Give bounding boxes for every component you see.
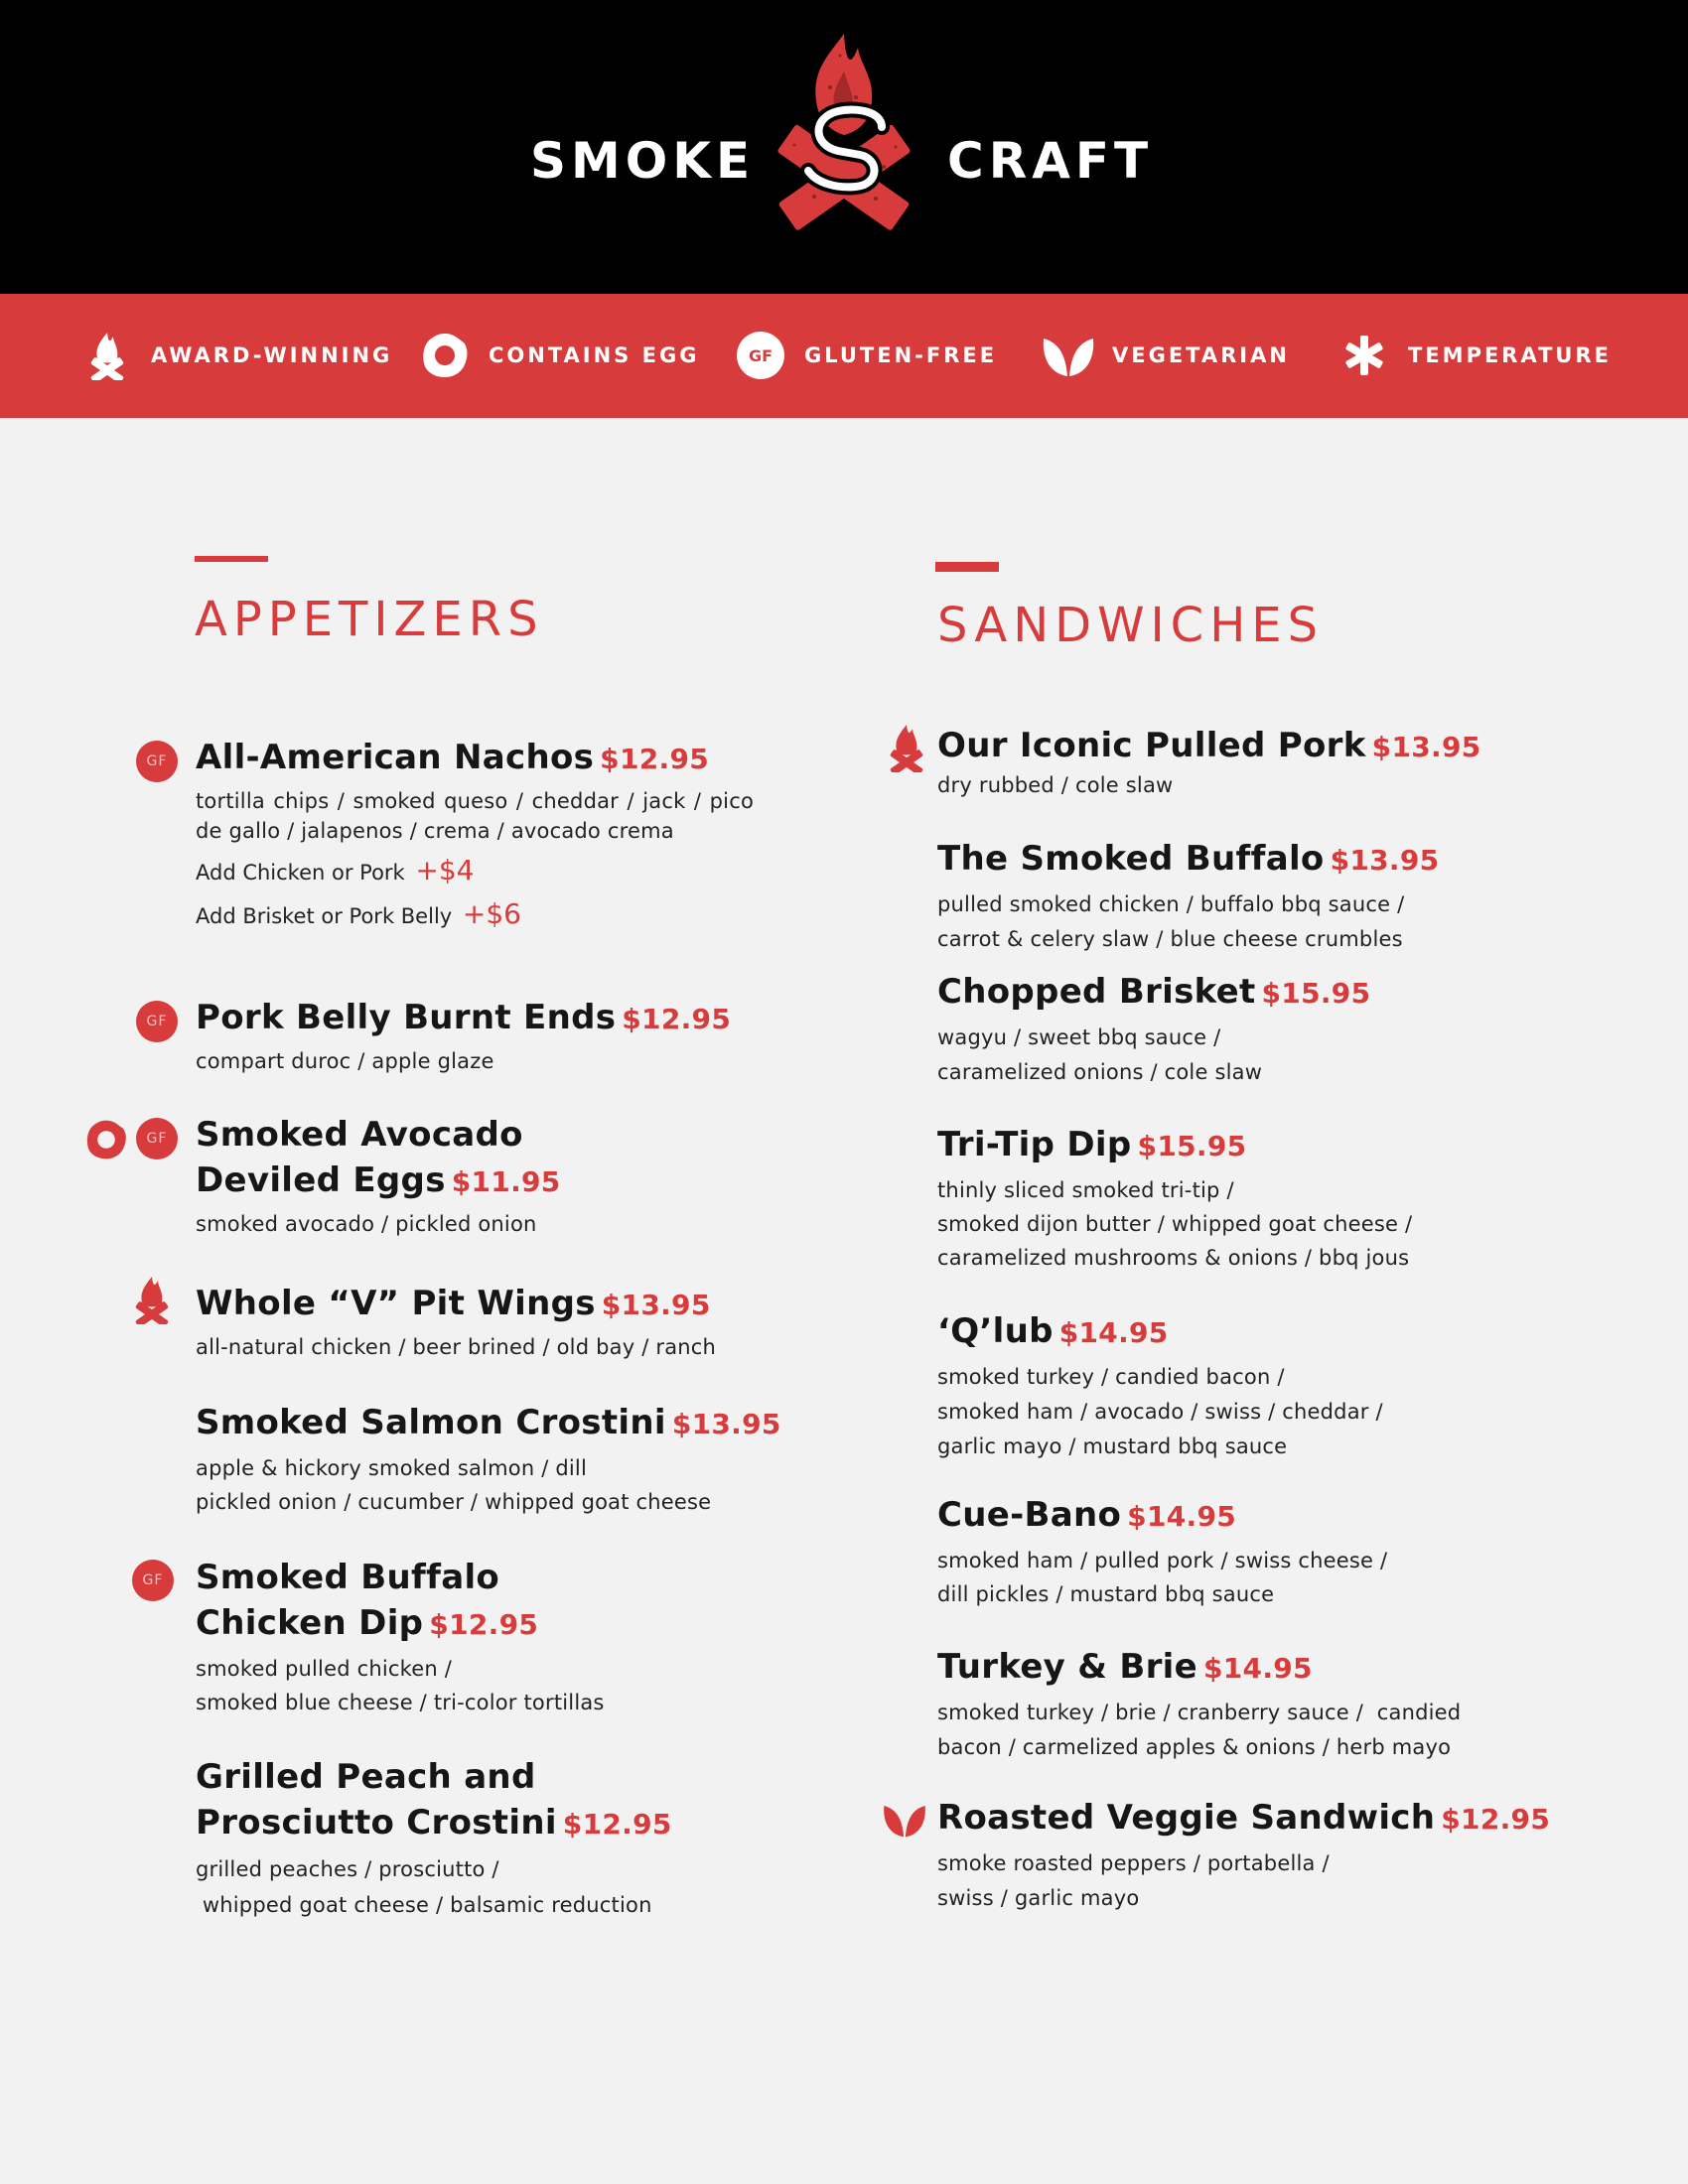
item-price: $14.95 (1058, 1316, 1169, 1349)
item-price: $13.95 (601, 1289, 711, 1321)
award-flame-icon (77, 326, 137, 385)
legend-label: VEGETARIAN (1112, 343, 1290, 367)
menu-item-our-iconic-pulled-pork (937, 723, 1573, 800)
item-price: $13.95 (1330, 844, 1440, 877)
item-name: Chopped Brisket (937, 972, 1256, 1012)
item-name: Our Iconic Pulled Pork (937, 726, 1366, 765)
item-description-line1: smoked turkey / candied bacon / (937, 1365, 1285, 1389)
addon-chicken-pork (196, 850, 754, 893)
gluten-free-badge: GF (136, 1118, 178, 1160)
item-name: All-American Nachos (196, 738, 595, 777)
leaf-icon (1039, 326, 1098, 385)
gf-text: GF (737, 332, 784, 379)
item-description-line3: garlic mayo / mustard bbq sauce (937, 1434, 1288, 1458)
item-description: tortilla chips / smoked queso / cheddar / jack / pico de gallo / jalapenos / crema / avocado crema (196, 789, 754, 843)
flame-sc-monogram-logo-icon (765, 28, 923, 236)
item-price: $14.95 (1127, 1500, 1237, 1533)
gluten-free-icon (731, 326, 790, 385)
item-price: $12.95 (600, 743, 710, 775)
item-description-line1: smoked turkey / brie / cranberry sauce / candied (937, 1701, 1462, 1724)
addon-price: +$4 (415, 854, 475, 887)
sandwiches-divider (935, 562, 999, 572)
menu-item-chopped-brisket (937, 969, 1573, 1090)
item-name-line2: Chicken Dip (196, 1603, 424, 1643)
menu-item-turkey-and-brie (937, 1644, 1573, 1765)
item-price: $12.95 (429, 1608, 539, 1641)
item-name-line1: Smoked Buffalo (196, 1558, 500, 1597)
egg-icon (83, 1117, 129, 1162)
gluten-free-badge: GF (132, 1560, 174, 1601)
addon-brisket-pork-belly (196, 893, 754, 937)
menu-item-smoked-buffalo-chicken-dip (196, 1555, 791, 1719)
item-description: all-natural chicken / beer brined / old bay / ranch (196, 1335, 717, 1359)
item-description-line2: carrot & celery slaw / blue cheese crumbles (937, 927, 1403, 951)
item-description-line2: smoked blue cheese / tri-color tortillas (196, 1691, 605, 1714)
item-name: Tri-Tip Dip (937, 1125, 1132, 1164)
menu-item-qlub (937, 1308, 1573, 1464)
menu-item-cue-bano (937, 1492, 1573, 1611)
item-description-line2: smoked dijon butter / whipped goat cheese / (937, 1212, 1413, 1236)
menu-item-roasted-veggie-sandwich (937, 1795, 1583, 1916)
menu-item-grilled-peach-prosciutto-crostini (196, 1754, 791, 1923)
brand-word-right: CRAFT (947, 132, 1154, 190)
item-name: Roasted Veggie Sandwich (937, 1798, 1436, 1838)
egg-icon (415, 326, 475, 385)
leaf-icon (880, 1800, 929, 1840)
appetizers-divider (195, 556, 268, 562)
header (0, 0, 1688, 294)
item-price: $15.95 (1261, 977, 1371, 1010)
item-description-line2: pickled onion / cucumber / whipped goat cheese (196, 1490, 712, 1514)
addon-label: Add Brisket or Pork Belly (196, 904, 453, 928)
item-description-line2: bacon / carmelized apples & onions / herb mayo (937, 1735, 1452, 1759)
item-description-line1: thinly sliced smoked tri-tip / (937, 1178, 1234, 1202)
item-name: Pork Belly Burnt Ends (196, 998, 617, 1037)
item-description-line1: wagyu / sweet bbq sauce / (937, 1025, 1221, 1049)
item-name: Turkey & Brie (937, 1647, 1197, 1687)
item-name: ‘Q’lub (937, 1311, 1054, 1351)
legend-label: CONTAINS EGG (489, 343, 700, 367)
item-price: $12.95 (562, 1808, 672, 1841)
award-flame-icon (131, 1273, 173, 1326)
legend-item-award-winning (77, 324, 392, 387)
legend-item-gluten-free (731, 324, 997, 387)
sandwiches-title: SANDWICHES (937, 598, 1325, 653)
legend-item-vegetarian (1039, 324, 1290, 387)
menu-item-tri-tip-dip (937, 1122, 1573, 1275)
legend-label: GLUTEN-FREE (804, 343, 998, 367)
addon-label: Add Chicken or Pork (196, 861, 405, 885)
legend-item-temperature (1335, 324, 1612, 387)
item-name: Cue-Bano (937, 1495, 1122, 1535)
item-description-line2: caramelized onions / cole slaw (937, 1060, 1263, 1084)
brand-word-left: SMOKE (530, 132, 756, 190)
item-description-line2: swiss / garlic mayo (937, 1886, 1140, 1910)
asterisk-icon (1335, 326, 1394, 385)
addon-price: +$6 (462, 897, 521, 930)
legend-label: TEMPERATURE (1408, 343, 1612, 367)
item-description-line3: caramelized mushrooms & onions / bbq jous (937, 1246, 1410, 1270)
item-description-line1: smoked ham / pulled pork / swiss cheese / (937, 1549, 1388, 1572)
item-name-line2: Deviled Eggs (196, 1160, 446, 1200)
item-name: Whole “V” Pit Wings (196, 1284, 596, 1323)
item-name: The Smoked Buffalo (937, 839, 1325, 879)
item-description-line1: dry rubbed / cole slaw (937, 773, 1174, 797)
menu-item-pork-belly-burnt-ends (196, 995, 791, 1076)
award-flame-icon (886, 721, 927, 774)
menu-item-smoked-salmon-crostini (196, 1400, 791, 1519)
item-description-line1: smoked pulled chicken / (196, 1657, 453, 1681)
menu-item-smoked-avocado-deviled-eggs (196, 1112, 791, 1239)
menu-item-the-smoked-buffalo (937, 836, 1573, 957)
item-name-line2: Prosciutto Crostini (196, 1803, 557, 1843)
item-price: $12.95 (622, 1003, 732, 1035)
item-description-line2: dill pickles / mustard bbq sauce (937, 1582, 1275, 1606)
item-description-line1: grilled peaches / prosciutto / (196, 1857, 499, 1881)
item-name: Smoked Salmon Crostini (196, 1403, 666, 1442)
item-price: $11.95 (451, 1165, 561, 1198)
item-description-line1: apple & hickory smoked salmon / dill (196, 1456, 587, 1480)
item-description: smoked avocado / pickled onion (196, 1212, 537, 1236)
appetizers-title: APPETIZERS (195, 592, 544, 647)
item-price: $13.95 (671, 1408, 781, 1440)
item-description-line2: smoked ham / avocado / swiss / cheddar / (937, 1400, 1383, 1424)
item-description-line2: whipped goat cheese / balsamic reduction (196, 1893, 652, 1917)
item-description: compart duroc / apple glaze (196, 1049, 494, 1073)
item-price: $15.95 (1137, 1130, 1247, 1162)
menu-item-all-american-nachos (196, 735, 754, 937)
legend-label: AWARD-WINNING (151, 343, 393, 367)
item-price: $13.95 (1371, 731, 1481, 763)
item-price: $12.95 (1441, 1803, 1551, 1836)
item-name-line1: Grilled Peach and (196, 1757, 536, 1797)
gluten-free-badge: GF (136, 741, 178, 782)
item-description-line1: smoke roasted peppers / portabella / (937, 1851, 1330, 1875)
item-price: $14.95 (1202, 1652, 1313, 1685)
dietary-legend (0, 294, 1688, 418)
legend-item-contains-egg (415, 324, 699, 387)
item-description-line1: pulled smoked chicken / buffalo bbq sauce / (937, 892, 1405, 916)
menu-item-whole-v-pit-wings (196, 1281, 791, 1362)
item-name-line1: Smoked Avocado (196, 1115, 523, 1155)
gluten-free-badge: GF (136, 1001, 178, 1042)
